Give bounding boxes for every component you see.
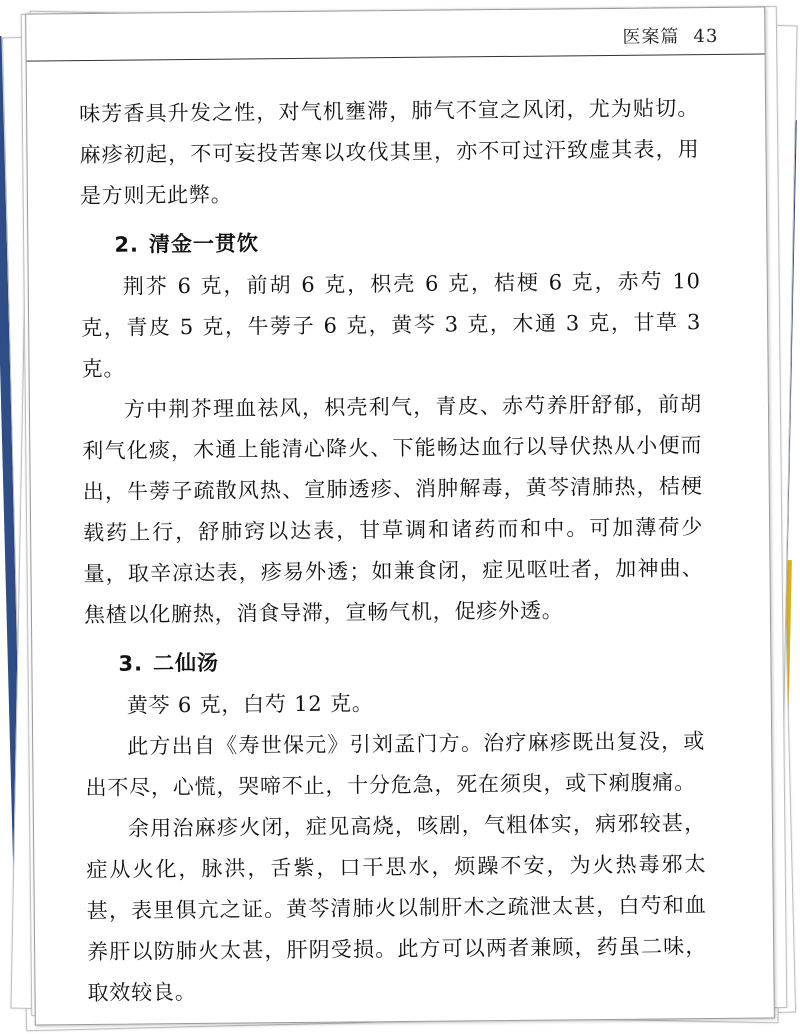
paragraph-continuation: 味芳香具升发之性，对气机壅滞，肺气不宣之风闭，尤为贴切。麻疹初起，不可妄投苦寒以攻伐其里，亦不可过汗致虚其表，用是方则无此弊。 [79, 96, 700, 209]
section-title: 清金一贯饮 [148, 231, 260, 257]
section-heading-erxian [84, 640, 704, 682]
formula-ingredients: 黄芩 6 克，白芍 12 克。 [126, 691, 374, 718]
section-title: 二仙汤 [152, 650, 220, 676]
formula-ingredients: 荆芥 6 克，前胡 6 克，枳壳 6 克，桔梗 6 克，赤芍 10 克，青皮 5 克，牛蒡子 6 克，黄芩 3 克，木通 3 克，甘草 3 克。 [81, 269, 702, 382]
formula-source: 此方出自《寿世保元》引刘孟门方。治疗麻疹既出复没，或出不尽，心慌，哭啼不止，十分危急，死在须臾，或下痢腹痛。 [85, 729, 706, 801]
book-page [25, 6, 775, 1025]
page-content [79, 88, 708, 1014]
running-header [622, 22, 718, 49]
section-heading-qingjin [80, 221, 700, 263]
section-number: 3. [118, 651, 144, 676]
chapter-title: 医案篇 [622, 26, 680, 48]
section-number: 2. [114, 232, 140, 257]
formula-explanation: 方中荆芥理血祛风，枳壳利气，青皮、赤芍养肝舒郁，前胡利气化痰，木通上能清心降火、下能畅达血行以导伏热从小便而出，牛蒡子疏散风热、宣肺透疹、消肿解毒，黄芩清肺热，桔梗载药上行，舒肺窍以达表，甘草调和诸药而和中。可加薄荷少量，取辛凉达表，疹易外透；如兼食闭，症见呕吐者，加神曲、焦楂以化腑热，消食导滞，宣畅气机，促疹外透。 [82, 392, 704, 628]
header-rule [27, 53, 765, 61]
page-number: 43 [693, 25, 719, 48]
formula-usage: 余用治麻疹火闭，症见高烧，咳剧，气粗体实，病邪较甚，症从火化，脉洪，舌紫，口干思水，烦躁不安，为火热毒邪太甚，表里俱亢之证。黄芩清肺火以制肝木之疏泄太甚，白芍和血养肝以防肺火太甚，肝阴受损。此方可以两者兼顾，药虽二味，取效较良。 [86, 811, 708, 1006]
